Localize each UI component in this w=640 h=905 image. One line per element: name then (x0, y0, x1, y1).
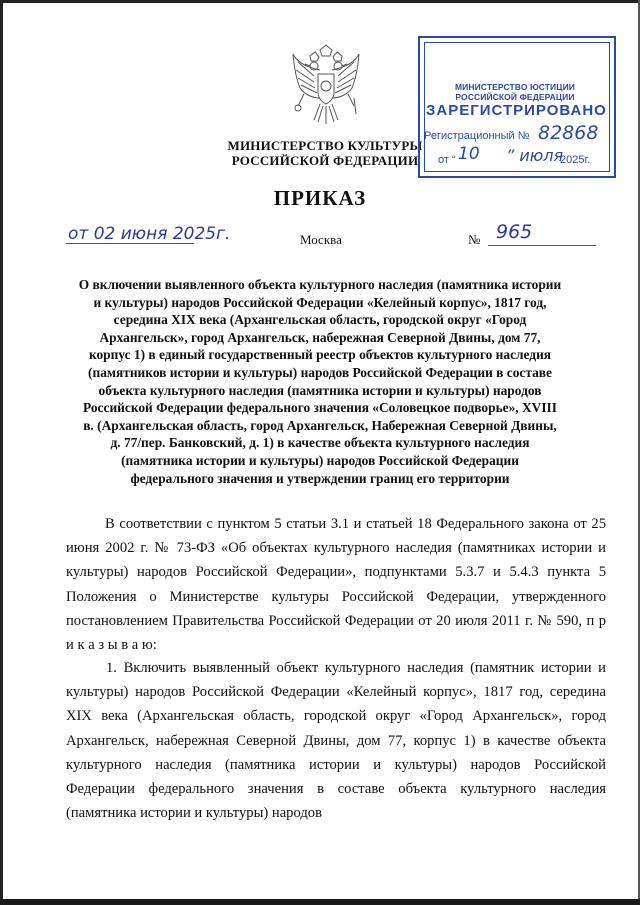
order-date-handwritten: от 02 июня 2025г. (68, 224, 231, 244)
stamp-from-label: от “ (438, 154, 456, 166)
page-border-left (0, 0, 3, 905)
page-border-top (0, 0, 640, 3)
date-underline (66, 243, 194, 244)
ministry-line-1: МИНИСТЕРСТВО КУЛЬТУРЫ (227, 138, 423, 153)
ministry-line-2: РОССИЙСКОЙ ФЕДЕРАЦИИ (231, 153, 419, 168)
clause-1-paragraph: 1. Включить выявленный объект культурного наследия (памятник истории и культуры) народов Российской Федерации «Келейный корпус», 1817 год, середина XIX века (Архангельская область, городской округ «Город Архангельск», город Архангельск, набережная Северной Двины, дом 77, корпус 1) в качестве объекта культурного наследия (памятника истории и культуры) народов Российской Федерации федерального значения в составе объекта культурного наследия (памятника истории и культуры) народов (66, 660, 606, 822)
stamp-year: 2025г. (560, 154, 591, 166)
number-underline (488, 245, 596, 246)
page-border-bottom (0, 899, 640, 905)
order-number-sign: № (468, 232, 481, 247)
stamp-day: 10 (458, 144, 480, 164)
stamp-registered: ЗАРЕГИСТРИРОВАНО (426, 102, 607, 119)
preamble-paragraph: В соответствии с пунктом 5 статьи 3.1 и статьей 18 Федерального закона от 25 июня 2002 г. № 73-ФЗ «Об объектах культурного наследия (памятниках истории и культуры) народов Российской Федерации», подпунктами 5.3.7 и 5.4.3 пункта 5 Положения о Министерстве культуры Российской Федерации, утвержденного постановлением Правительства Российской Федерации от 20 июля 2011 г. № 590, п р и к а з ы в а ю: (66, 516, 606, 654)
stamp-ministry-line: МИНИСТЕРСТВО ЮСТИЦИИ РОССИЙСКОЙ ФЕДЕРАЦИИ (454, 82, 575, 102)
registration-stamp (418, 36, 616, 178)
order-title: ПРИКАЗ (273, 186, 367, 210)
order-heading: О включении выявленного объекта культурного наследия (памятника истории и культуры) народов Российской Федерации «Келейный корпус», 1817 год, середина XIX века (Архангельская область, городской округ «Город Архангельск», город Архангельск, набережная Северной Двины, дом 77, корпус 1) в единый государственный реестр объектов культурного наследия (памятников истории и культуры) народов Российской Федерации в составе объекта культурного наследия (памятника истории и культуры) народов Российской Федерации федерального значения «Соловецкое подворье», XVIII в. (Архангельская область, город Архангельск, Набережная Северной Двины, д. 77/пер. Банковский, д. 1) в качестве объекта культурного наследия (памятника истории и культуры) народов Российской Федерации федерального значения и утверждении границ его территории (78, 277, 562, 486)
stamp-reg-label: Регистрационный № (424, 130, 530, 142)
stamp-month: ” июля (506, 146, 564, 165)
double-headed-eagle-emblem-icon (290, 44, 362, 130)
order-city: Москва (300, 232, 342, 247)
ministry-name (200, 138, 450, 168)
order-number-handwritten: 965 (496, 221, 533, 243)
stamp-reg-number: 82868 (538, 122, 599, 144)
